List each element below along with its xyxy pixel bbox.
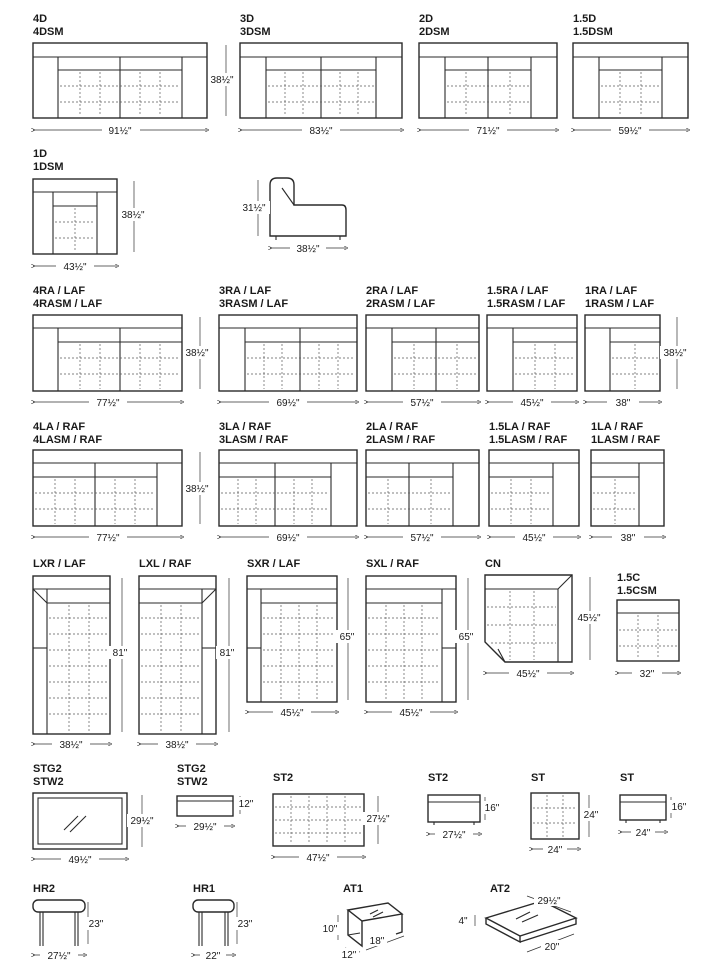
module-label: 3LA / RAF [219, 421, 272, 433]
module-label-alt: 1.5LASM / RAF [489, 434, 568, 446]
width-dimension: 24" [547, 845, 563, 856]
module-st2-side [428, 772, 502, 841]
module-3d [240, 13, 402, 137]
width-dimension: 45½" [520, 398, 544, 409]
height-dimension: 31½" [242, 203, 266, 214]
module-label: 1.5D [573, 13, 597, 25]
width-dimension: 38½" [59, 740, 83, 751]
module-label-alt: 4DSM [33, 26, 64, 38]
module-sxl [366, 558, 477, 719]
height-dimension: 24" [583, 810, 599, 821]
width-dimension: 57½" [410, 398, 434, 409]
module-label-alt: 4RASM / LAF [33, 298, 103, 310]
height-dimension: 38½" [210, 75, 234, 86]
width-dimension: 91½" [108, 126, 132, 137]
module-1-5d [573, 13, 688, 137]
module-sxr [247, 558, 358, 719]
height-dimension: 38½" [185, 348, 209, 359]
length-dimension: 29½" [537, 896, 561, 907]
module-hr1 [193, 883, 255, 962]
module-label: ST [620, 772, 635, 784]
depth-dimension: 10" [322, 924, 338, 935]
module-label-alt: 2LASM / RAF [366, 434, 436, 446]
module-label-alt: 1RASM / LAF [585, 298, 655, 310]
width-dimension: 49½" [68, 855, 92, 866]
module-label-alt: STW2 [177, 776, 208, 788]
module-label: LXL / RAF [139, 558, 192, 570]
module-label: HR1 [193, 883, 216, 895]
module-label: 3D [240, 13, 255, 25]
module-label-alt: 1.5DSM [573, 26, 613, 38]
width-dimension: 29½" [193, 822, 217, 833]
module-label-alt: 2RASM / LAF [366, 298, 436, 310]
module-label: STG2 [33, 763, 62, 775]
width-dimension: 59½" [618, 126, 642, 137]
module-label: 1.5LA / RAF [489, 421, 551, 433]
height-dimension: 65" [458, 632, 474, 643]
height-dimension: 81" [219, 648, 235, 659]
module-label: 2LA / RAF [366, 421, 419, 433]
module-label-alt: 1.5CSM [617, 585, 657, 597]
width-dimension: 38" [615, 398, 631, 409]
height-dimension: 16" [671, 802, 687, 813]
height-dimension: 29½" [130, 816, 154, 827]
height-dimension: 23" [88, 919, 104, 930]
width-dimension: 45½" [399, 708, 423, 719]
module-label: 2RA / LAF [366, 285, 419, 297]
module-label-alt: 1.5RASM / LAF [487, 298, 566, 310]
height-dimension: 12" [238, 799, 254, 810]
module-label: 4RA / LAF [33, 285, 86, 297]
module-3la [219, 421, 357, 544]
width-dimension: 47½" [306, 853, 330, 864]
module-4la [33, 421, 213, 544]
width-dimension: 83½" [309, 126, 333, 137]
module-cn [485, 558, 605, 680]
module-at1 [320, 883, 404, 961]
width-dimension: 27½" [47, 951, 71, 962]
module-label: 1LA / RAF [591, 421, 644, 433]
width-dimension: 45½" [280, 708, 304, 719]
width-dimension: 27½" [442, 830, 466, 841]
width-dimension: 45½" [516, 669, 540, 680]
module-st-top [531, 772, 601, 856]
width-dimension: 45½" [522, 533, 546, 544]
module-st-side [620, 772, 690, 839]
module-stg2-top [33, 763, 157, 866]
module-st2-top [273, 772, 393, 864]
length-dimension: 18" [369, 936, 385, 947]
module-label: ST2 [273, 772, 294, 784]
module-label-alt: 4LASM / RAF [33, 434, 103, 446]
height-dimension: 45½" [577, 613, 601, 624]
module-label: 2D [419, 13, 434, 25]
module-label: SXL / RAF [366, 558, 419, 570]
module-label-alt: 1DSM [33, 161, 64, 173]
height-dimension: 27½" [366, 814, 390, 825]
height-dimension: 38½" [663, 348, 687, 359]
width-dimension: 77½" [96, 533, 120, 544]
module-side-view [240, 178, 346, 255]
module-2d [419, 13, 557, 137]
module-label: LXR / LAF [33, 558, 86, 570]
width-dimension: 43½" [63, 262, 87, 273]
width-dimension: 32" [639, 669, 655, 680]
width-dimension: 24" [635, 828, 651, 839]
height-dimension: 16" [484, 803, 500, 814]
module-2la [366, 421, 479, 544]
width-dimension: 69½" [276, 398, 300, 409]
module-label: 1.5RA / LAF [487, 285, 549, 297]
module-label: ST [531, 772, 546, 784]
height-dimension: 81" [112, 648, 128, 659]
module-1-5c [617, 572, 679, 680]
module-4ra [33, 285, 213, 409]
width-dimension: 57½" [410, 533, 434, 544]
module-label: AT2 [490, 883, 510, 895]
height-dimension: 38½" [185, 484, 209, 495]
height-dimension: 38½" [121, 210, 145, 221]
module-label: HR2 [33, 883, 56, 895]
height-dimension: 65" [339, 632, 355, 643]
module-label: 1D [33, 148, 48, 160]
module-label: AT1 [343, 883, 363, 895]
module-1d [33, 148, 148, 273]
module-3ra [219, 285, 357, 409]
module-label: CN [485, 558, 501, 570]
module-lxr [33, 558, 131, 751]
width-dimension: 38" [620, 533, 636, 544]
module-at2 [453, 883, 576, 953]
height-dimension: 23" [237, 919, 253, 930]
module-stg2-side [177, 763, 256, 833]
width-dimension: 12" [341, 950, 357, 961]
module-label: SXR / LAF [247, 558, 301, 570]
width-dimension: 71½" [476, 126, 500, 137]
module-hr2 [33, 883, 106, 962]
width-dimension: 20" [544, 942, 560, 953]
width-dimension: 22" [205, 951, 221, 962]
module-label-alt: 2DSM [419, 26, 450, 38]
module-1-5ra [487, 285, 577, 409]
module-label: STG2 [177, 763, 206, 775]
width-dimension: 69½" [276, 533, 300, 544]
width-dimension: 38½" [165, 740, 189, 751]
module-label-alt: 1LASM / RAF [591, 434, 661, 446]
width-dimension: 38½" [296, 244, 320, 255]
module-1-5la [489, 421, 579, 544]
module-label: 4LA / RAF [33, 421, 86, 433]
depth-dimension: 4" [458, 916, 468, 927]
module-2ra [366, 285, 479, 409]
module-label: 1RA / LAF [585, 285, 638, 297]
module-label: 3RA / LAF [219, 285, 272, 297]
module-lxl [139, 558, 238, 751]
module-1ra [585, 285, 692, 409]
module-label-alt: STW2 [33, 776, 64, 788]
module-4d [33, 13, 238, 137]
module-1la [591, 421, 664, 544]
module-label: 4D [33, 13, 48, 25]
module-label: ST2 [428, 772, 449, 784]
module-label-alt: 3LASM / RAF [219, 434, 289, 446]
module-label-alt: 3RASM / LAF [219, 298, 289, 310]
module-label: 1.5C [617, 572, 641, 584]
module-label-alt: 3DSM [240, 26, 271, 38]
width-dimension: 77½" [96, 398, 120, 409]
